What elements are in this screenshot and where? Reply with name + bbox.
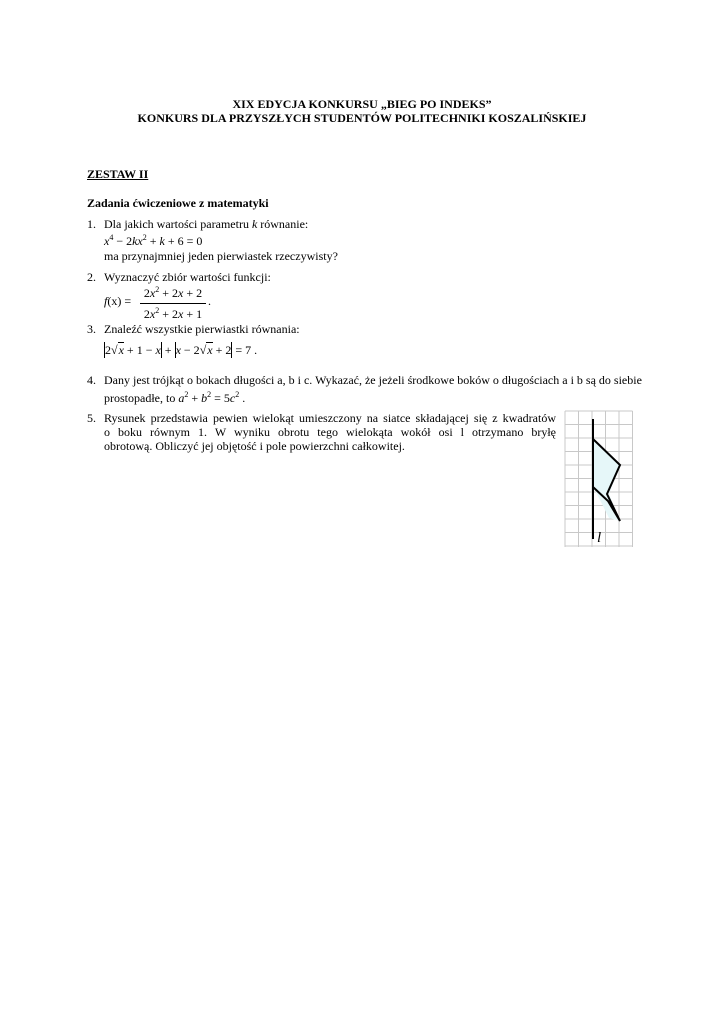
- eq1-rest: +: [146, 234, 160, 248]
- eq3-plus: +: [161, 343, 175, 357]
- problem-5-line-1: Rysunek przedstawia pewien wielokąt umieszczony na siatce składającej się z kwadratów: [104, 411, 556, 425]
- den-a: 2: [143, 307, 150, 321]
- den-rest: + 2: [159, 307, 178, 321]
- eq1-mid: − 2: [113, 234, 133, 248]
- eq3-d: + 2: [212, 343, 232, 357]
- eq1-exp4: 4: [109, 233, 114, 242]
- problem-3-number: 3.: [87, 322, 96, 336]
- eq3-c: − 2: [180, 343, 200, 357]
- num-exp: 2: [155, 285, 160, 294]
- eq1-tail: + 6 = 0: [164, 234, 203, 248]
- eq1-exp2: 2: [142, 233, 147, 242]
- eq4-a: a: [178, 391, 185, 405]
- fx-arg: (x) =: [107, 294, 132, 308]
- fx-f: f: [104, 294, 108, 308]
- problem-1-text-a: Dla jakich wartości parametru: [104, 217, 252, 231]
- eq1-x: x: [104, 234, 110, 248]
- eq3-b: + 1 −: [123, 343, 156, 357]
- problem-2-text: Wyznaczyć zbiór wartości funkcji:: [104, 270, 271, 284]
- eq3-x2: x: [155, 343, 161, 357]
- problem-3-equation: 2√x + 1 − x + x − 2√x + 2 = 7 .: [105, 343, 258, 357]
- den-x: x: [149, 307, 156, 321]
- den-x2: x: [178, 307, 184, 321]
- eq4-b: b: [201, 391, 208, 405]
- eq4-e3: 2: [235, 390, 240, 399]
- polygon-grid-figure: [562, 409, 640, 549]
- problem-1-equation: [104, 234, 202, 249]
- den-exp: 2: [155, 306, 160, 315]
- problem-4-number: 4.: [87, 373, 96, 387]
- problem-1-text-b: równanie:: [257, 217, 309, 231]
- problem-4-line-1: Dany jest trójkąt o bokach długości a, b i c. Wykazać, że jeżeli środkowe boków o długościach a i b są do siebie: [104, 373, 642, 387]
- eq3-a: 2: [105, 343, 111, 357]
- problem-2-fx: [104, 294, 131, 309]
- num-rest: + 2: [159, 286, 178, 300]
- eq4-e2: 2: [207, 390, 212, 399]
- problem-5-number: 5.: [87, 411, 96, 425]
- num-a: 2: [143, 286, 150, 300]
- eq4-eq: = 5: [211, 391, 230, 405]
- eq3-x1: x: [118, 343, 124, 357]
- fraction-line: [140, 303, 206, 322]
- eq4-e1: 2: [184, 390, 189, 399]
- axis-label: l: [597, 530, 602, 546]
- set-title: ZESTAW II: [87, 167, 149, 181]
- den-tail: + 1: [183, 307, 203, 321]
- problem-3-text: Znaleźć wszystkie pierwiastki równania:: [104, 322, 300, 336]
- problem-1-text: [104, 217, 308, 232]
- num-x: x: [149, 286, 156, 300]
- eq3-x4: x: [207, 343, 213, 357]
- problem-4-line-2: [104, 391, 245, 406]
- header-line-2: KONKURS DLA PRZYSZŁYCH STUDENTÓW POLITECHNIKI KOSZALIŃSKIEJ: [137, 111, 587, 125]
- problem-1-text-c: ma przynajmniej jeden pierwiastek rzeczywisty?: [104, 249, 338, 263]
- problem-1-var-k: k: [251, 217, 258, 231]
- problem-2-end: .: [208, 294, 211, 308]
- problem-2-fraction: [140, 286, 206, 322]
- num-x2: x: [178, 286, 184, 300]
- eq4-c: c: [229, 391, 236, 405]
- section-title: Zadania ćwiczeniowe z matematyki: [87, 196, 269, 210]
- problem-5-line-3: obrotową. Obliczyć jej objętość i pole powierzchni całkowitej.: [104, 439, 405, 453]
- eq3-x3: x: [175, 343, 181, 357]
- problem-4-line-2-end: .: [239, 391, 246, 405]
- problem-2-number: 2.: [87, 270, 96, 284]
- problem-5-line-2: o boku równym 1. W wyniku obrotu tego wielokąta wokół osi l otrzymano bryłę: [104, 425, 556, 439]
- problem-1-number: 1.: [87, 217, 96, 231]
- fraction-numerator: [140, 286, 206, 301]
- eq1-k: k: [159, 234, 165, 248]
- header-line-1: XIX EDYCJA KONKURSU „BIEG PO INDEKS”: [232, 97, 492, 111]
- problem-4-line-2-a: prostopadłe, to: [104, 391, 179, 405]
- eq1-kx: kx: [132, 234, 143, 248]
- eq4-plus: +: [188, 391, 202, 405]
- eq3-end: = 7 .: [232, 343, 258, 357]
- num-tail: + 2: [183, 286, 203, 300]
